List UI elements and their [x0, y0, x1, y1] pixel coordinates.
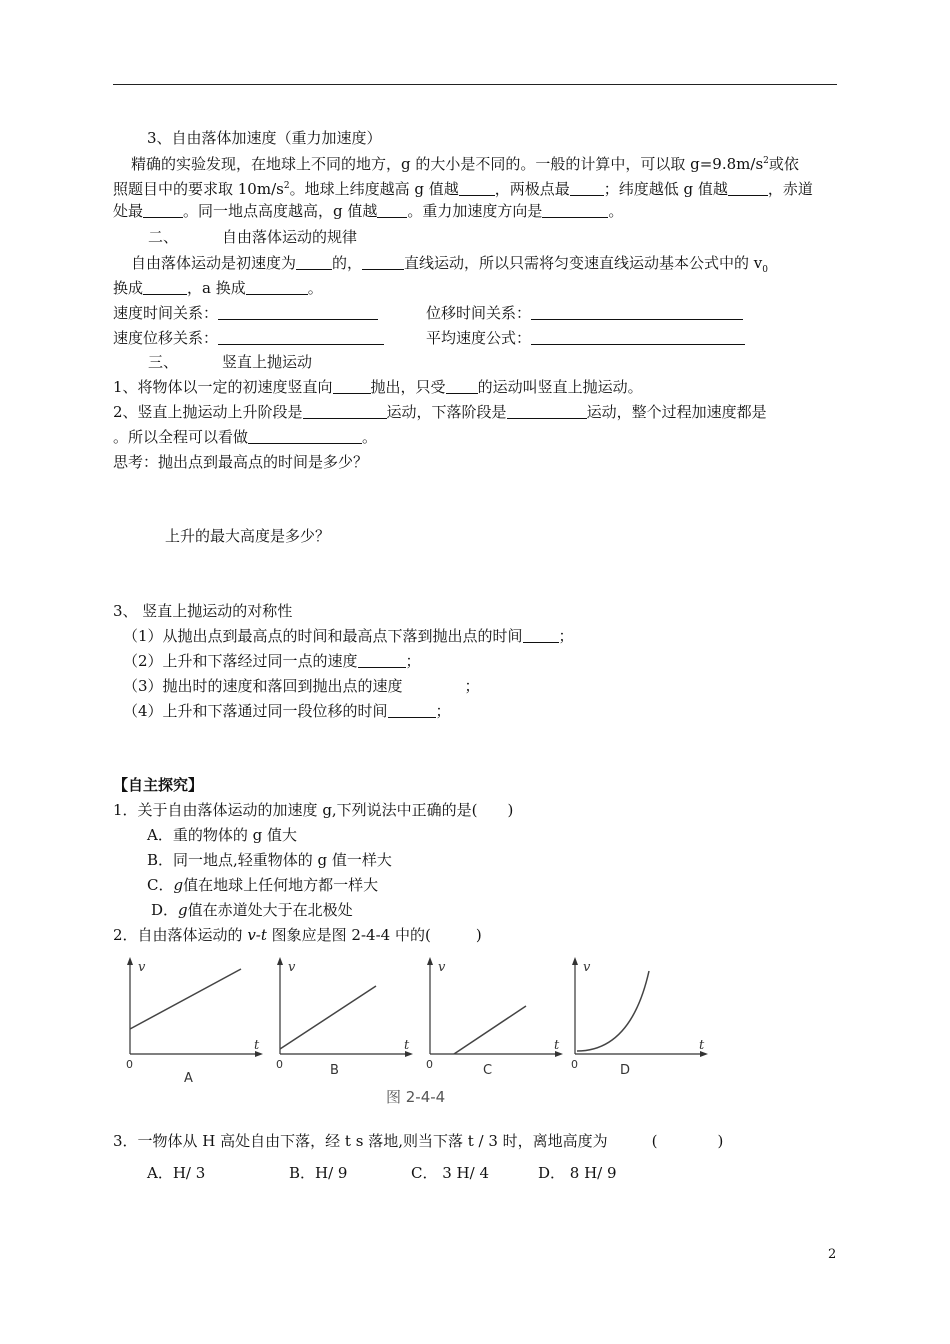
displacement-time-relation: 位移时间关系：: [426, 302, 743, 324]
v-axis-label: v: [138, 960, 146, 975]
velocity-time-relation: 速度时间关系：: [113, 302, 378, 324]
exercise-3-option-b: B．H/ 9: [289, 1164, 348, 1182]
symmetry-item-1: （1）从抛出点到最高点的时间和最高点下落到抛出点的时间 ；: [123, 627, 574, 645]
blank: [333, 378, 371, 394]
blank: [507, 403, 587, 419]
think-question: 思考：抛出点到最高点的时间是多少？: [113, 453, 369, 471]
question-1: 1、将物体以一定的初速度竖直向 抛出，只受 的运动叫竖直上抛运动。: [113, 378, 643, 396]
max-height-question: 上升的最大高度是多少？: [165, 527, 331, 545]
blank: [246, 279, 308, 295]
section-3-heading: 3、自由落体加速度（重力加速度）: [147, 129, 382, 147]
origin-label: 0: [276, 1058, 283, 1071]
paragraph-line: 精确的实验发现，在地球上不同的地方，g 的大小是不同的。一般的计算中，可以取 $g=9.8m/s^2$或依: [131, 155, 799, 173]
blank: [143, 279, 187, 295]
blank: [296, 254, 332, 270]
velocity-displacement-relation: 速度位移关系：: [113, 327, 384, 349]
exercise-1-option-d: D．g值在赤道处大于在北极处: [151, 901, 353, 919]
blank: [358, 652, 406, 668]
blank: [523, 627, 559, 643]
question-2: 2、竖直上抛运动上升阶段是 运动，下落阶段是 运动，整个过程加速度都是: [113, 403, 767, 421]
blank: [362, 254, 404, 270]
origin-label: 0: [426, 1058, 433, 1071]
graph-d-curve: [577, 971, 649, 1051]
blank: [728, 180, 768, 196]
blank: [531, 304, 743, 320]
origin-label: 0: [571, 1058, 578, 1071]
exercise-3-option-c: C． 3 H/ 4: [411, 1164, 490, 1182]
blank: [570, 180, 604, 196]
question-2-cont: 。所以全程可以看做 。: [113, 428, 378, 446]
blank: [459, 180, 495, 196]
v-axis-label: v: [583, 960, 591, 975]
v-axis-label: v: [438, 960, 446, 975]
paragraph-line: 照题目中的要求取 $10m/s^2$。地球上纬度越高 g 值越 ，两极点最 ；纬度越低 g 值越 ，赤道: [113, 180, 813, 198]
blank: [218, 304, 378, 320]
symmetry-item-4: （4）上升和下落通过同一段位移的时间 ；: [123, 702, 451, 720]
exercise-1: 1．关于自由落体运动的加速度 g,下列说法中正确的是( ): [113, 801, 514, 819]
graph-b: [266, 954, 416, 1084]
exercise-1-option-b: B．同一地点,轻重物体的 g 值一样大: [147, 851, 392, 869]
graph-label: B: [330, 1063, 339, 1078]
graph-c: [416, 954, 566, 1084]
blank: [303, 403, 387, 419]
exercise-3-option-d: D． 8 H/ 9: [538, 1164, 617, 1182]
graph-label: A: [184, 1071, 193, 1084]
paragraph-line: 换成 ，a 换成 。: [113, 279, 323, 297]
graph-label: C: [483, 1063, 493, 1078]
t-axis-label: t: [404, 1038, 410, 1053]
blank: [388, 702, 436, 718]
symmetry-item-3: （3）抛出时的速度和落回到抛出点的速度 ；: [123, 677, 480, 695]
symmetry-heading: 3、 竖直上抛运动的对称性: [113, 602, 293, 620]
graph-d: [561, 954, 711, 1084]
figure-caption: 图 2-4-4: [386, 1088, 446, 1106]
blank: [218, 329, 384, 345]
t-axis-label: t: [699, 1038, 705, 1053]
graph-a: [116, 954, 266, 1084]
graph-a-line: [130, 969, 241, 1029]
header-rule: [113, 84, 837, 85]
blank: [542, 202, 608, 218]
exercise-3: 3．一物体从 H 高处自由下落，经 t s 落地,则当下落 t / 3 时，离地高度为 ( ): [113, 1132, 724, 1150]
blank: [531, 329, 745, 345]
v-axis-label: v: [288, 960, 296, 975]
t-axis-label: t: [254, 1038, 260, 1053]
paragraph-line: 处最 。同一地点高度越高，g 值越 。重力加速度方向是 。: [113, 202, 624, 220]
blank: [446, 378, 478, 394]
section-2-heading: 二、 自由落体运动的规律: [148, 228, 358, 246]
blank: [248, 428, 362, 444]
blank: [143, 202, 183, 218]
symmetry-item-2: （2）上升和下落经过同一点的速度 ；: [123, 652, 421, 670]
paragraph-line: 自由落体运动是初速度为 的， 直线运动，所以只需将匀变速直线运动基本公式中的 $v_0$: [131, 254, 769, 275]
graph-c-line: [454, 1006, 526, 1054]
section-3-main-heading: 三、 竖直上抛运动: [148, 353, 313, 371]
exercise-1-option-a: A．重的物体的 g 值大: [147, 826, 297, 844]
graph-label: D: [620, 1063, 631, 1078]
t-axis-label: t: [554, 1038, 560, 1053]
blank: [377, 202, 407, 218]
origin-label: 0: [126, 1058, 133, 1071]
explore-heading: 【自主探究】: [113, 776, 204, 794]
exercise-1-option-c: C．g值在地球上任何地方都一样大: [147, 876, 379, 894]
page-number: 2: [828, 1247, 837, 1262]
average-velocity-formula: 平均速度公式：: [426, 327, 745, 349]
exercise-2: 2．自由落体运动的 v-t 图象应是图 2-4-4 中的( ): [113, 926, 482, 944]
exercise-3-option-a: A．H/ 3: [147, 1164, 206, 1182]
graph-b-line: [280, 986, 376, 1049]
